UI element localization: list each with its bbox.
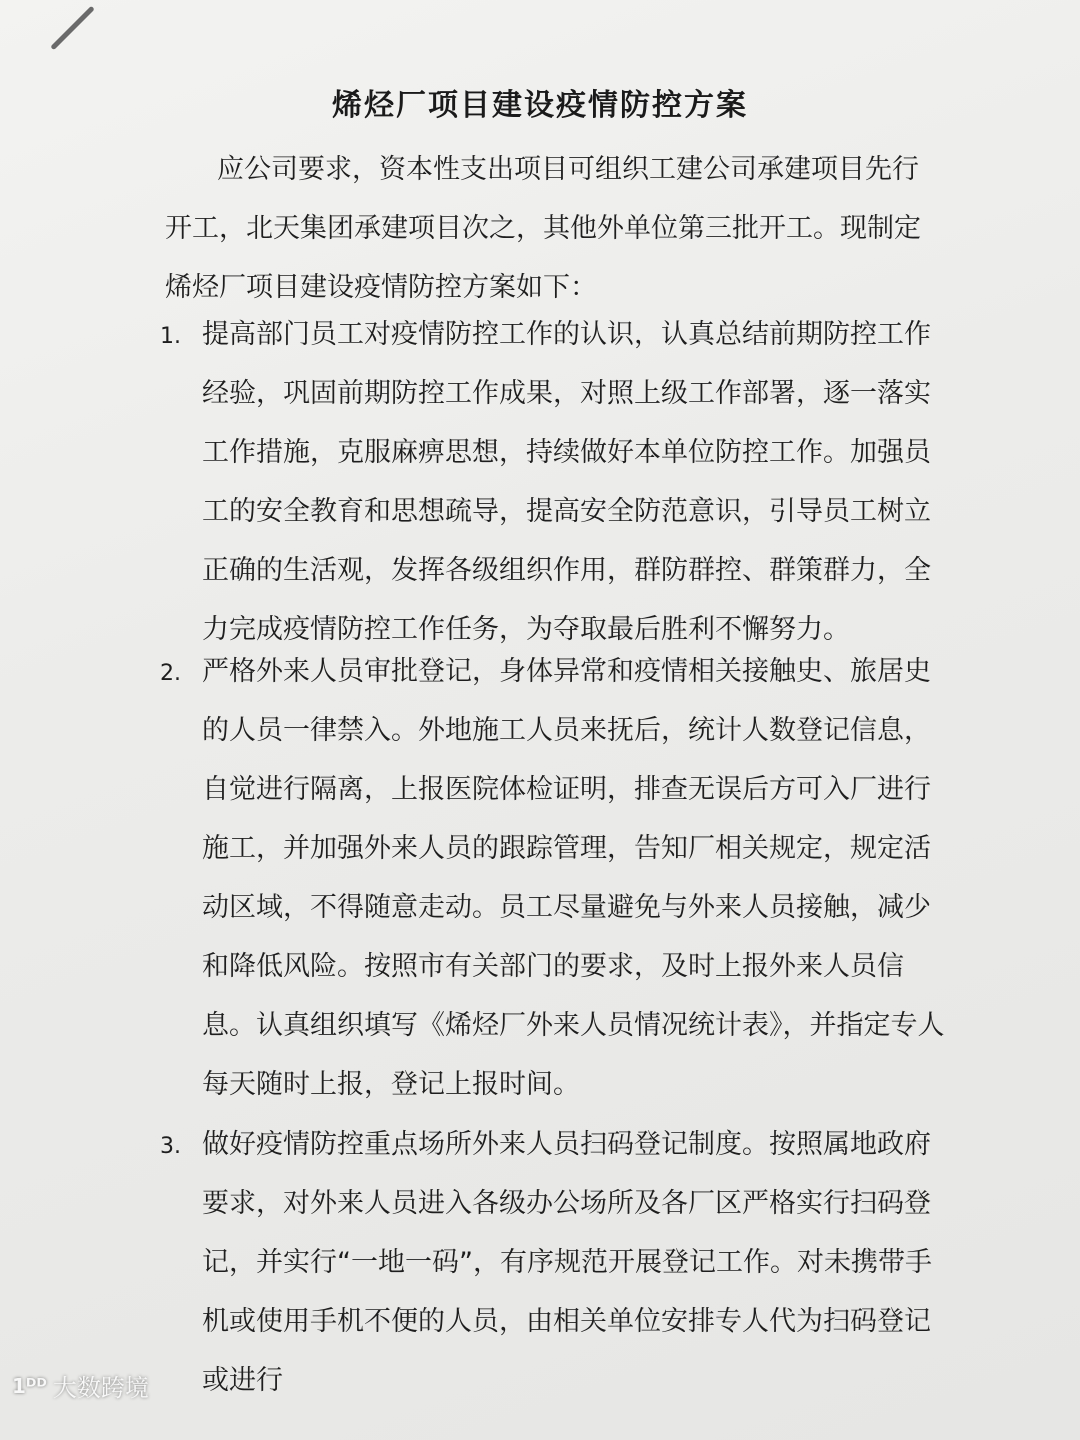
intro-paragraph: 应公司要求，资本性支出项目可组织工建公司承建项目先行开工，北天集团承建项目次之，其他外单位第三批开工。现制定烯烃厂项目建设疫情防控方案如下： bbox=[165, 154, 921, 303]
list-item-number: 3. bbox=[160, 1134, 181, 1159]
watermark-logo-icon: 1ᴰᴰ bbox=[12, 1373, 47, 1398]
staple-mark bbox=[50, 6, 95, 51]
list-item-text: 提高部门员工对疫情防控工作的认识，认真总结前期防控工作经验，巩固前期防控工作成果，对照上级工作部署，逐一落实工作措施，克服麻痹思想，持续做好本单位防控工作。加强员工的安全教育和思想疏导，提高安全防范意识，引导员工树立正确的生活观，发挥各级组织作用，群防群控、群策群力，全力完成疫情防控工作任务，为夺取最后胜利不懈努力。 bbox=[202, 319, 931, 645]
watermark-text: 大数跨境 bbox=[52, 1374, 149, 1402]
document-title: 烯烃厂项目建设疫情防控方案 bbox=[332, 88, 748, 123]
list-item bbox=[160, 642, 950, 1114]
list-item-number: 1. bbox=[160, 324, 181, 349]
watermark bbox=[12, 1368, 149, 1403]
list-item-number: 2. bbox=[160, 661, 181, 686]
list-item bbox=[160, 1115, 950, 1410]
list-item-text: 做好疫情防控重点场所外来人员扫码登记制度。按照属地政府要求，对外来人员进入各级办公场所及各厂区严格实行扫码登记，并实行“一地一码”，有序规范开展登记工作。对未携带手机或使用手机不便的人员，由相关单位安排专人代为扫码登记或进行 bbox=[202, 1129, 932, 1396]
list-item-text: 严格外来人员审批登记，身体异常和疫情相关接触史、旅居史的人员一律禁入。外地施工人员来抚后，统计人数登记信息，自觉进行隔离，上报医院体检证明，排查无误后方可入厂进行施工，并加强外来人员的跟踪管理，告知厂相关规定，规定活动区域，不得随意走动。员工尽量避免与外来人员接触，减少和降低风险。按照市有关部门的要求，及时上报外来人员信息。认真组织填写《烯烃厂外来人员情况统计表》，并指定专人每天随时上报，登记上报时间。 bbox=[202, 656, 945, 1100]
list-item bbox=[160, 305, 950, 659]
